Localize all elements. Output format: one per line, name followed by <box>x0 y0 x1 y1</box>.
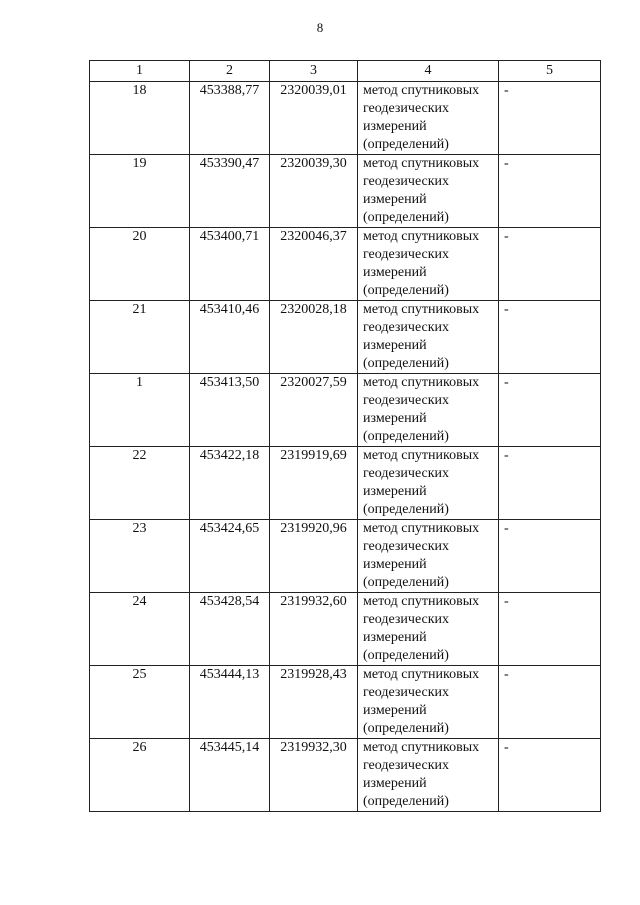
y-coordinate-cell: 2320027,59 <box>270 374 358 447</box>
y-coordinate-cell: 2319919,69 <box>270 447 358 520</box>
method-line: метод спутниковых <box>363 667 480 682</box>
column-header: 5 <box>499 61 601 82</box>
y-coordinate-cell: 2320039,30 <box>270 155 358 228</box>
method-line: измерений <box>363 630 427 645</box>
method-line: (определений) <box>363 283 449 298</box>
point-number-cell: 22 <box>90 447 190 520</box>
point-number-cell: 26 <box>90 739 190 812</box>
method-line: геодезических <box>363 466 450 481</box>
method-line: геодезических <box>363 539 450 554</box>
y-coordinate-cell: 2320028,18 <box>270 301 358 374</box>
table-row <box>90 520 601 593</box>
column-header: 1 <box>90 61 190 82</box>
note-cell: - <box>499 228 601 301</box>
method-cell <box>358 301 499 374</box>
table-row <box>90 593 601 666</box>
point-number-cell: 20 <box>90 228 190 301</box>
method-line: (определений) <box>363 648 449 663</box>
x-coordinate-cell: 453410,46 <box>190 301 270 374</box>
method-line: метод спутниковых <box>363 156 480 171</box>
method-line: геодезических <box>363 320 450 335</box>
table-row <box>90 82 601 155</box>
y-coordinate-cell: 2319928,43 <box>270 666 358 739</box>
method-line: (определений) <box>363 502 449 517</box>
note-cell: - <box>499 447 601 520</box>
point-number-cell: 24 <box>90 593 190 666</box>
method-line: метод спутниковых <box>363 594 480 609</box>
note-cell: - <box>499 155 601 228</box>
method-line: геодезических <box>363 393 450 408</box>
note-cell: - <box>499 301 601 374</box>
point-number-cell: 25 <box>90 666 190 739</box>
table-header-row <box>90 61 601 82</box>
table-row <box>90 301 601 374</box>
method-line: измерений <box>363 338 427 353</box>
method-line: метод спутниковых <box>363 521 480 536</box>
column-header: 2 <box>190 61 270 82</box>
method-line: геодезических <box>363 101 450 116</box>
method-line: (определений) <box>363 210 449 225</box>
y-coordinate-cell: 2320039,01 <box>270 82 358 155</box>
method-cell <box>358 739 499 812</box>
method-cell <box>358 374 499 447</box>
method-cell <box>358 447 499 520</box>
x-coordinate-cell: 453444,13 <box>190 666 270 739</box>
method-cell <box>358 520 499 593</box>
method-line: геодезических <box>363 685 450 700</box>
method-line: геодезических <box>363 174 450 189</box>
x-coordinate-cell: 453445,14 <box>190 739 270 812</box>
table-row <box>90 666 601 739</box>
note-cell: - <box>499 520 601 593</box>
method-cell <box>358 155 499 228</box>
method-line: (определений) <box>363 137 449 152</box>
method-line: (определений) <box>363 356 449 371</box>
method-line: измерений <box>363 484 427 499</box>
table-row <box>90 374 601 447</box>
method-line: (определений) <box>363 721 449 736</box>
note-cell: - <box>499 82 601 155</box>
x-coordinate-cell: 453413,50 <box>190 374 270 447</box>
note-cell: - <box>499 666 601 739</box>
method-line: метод спутниковых <box>363 83 480 98</box>
x-coordinate-cell: 453400,71 <box>190 228 270 301</box>
method-line: (определений) <box>363 794 449 809</box>
method-cell <box>358 666 499 739</box>
point-number-cell: 1 <box>90 374 190 447</box>
point-number-cell: 18 <box>90 82 190 155</box>
y-coordinate-cell: 2320046,37 <box>270 228 358 301</box>
method-line: измерений <box>363 265 427 280</box>
y-coordinate-cell: 2319932,30 <box>270 739 358 812</box>
x-coordinate-cell: 453428,54 <box>190 593 270 666</box>
note-cell: - <box>499 374 601 447</box>
column-header: 3 <box>270 61 358 82</box>
x-coordinate-cell: 453390,47 <box>190 155 270 228</box>
x-coordinate-cell: 453388,77 <box>190 82 270 155</box>
method-line: измерений <box>363 411 427 426</box>
note-cell: - <box>499 739 601 812</box>
column-header: 4 <box>358 61 499 82</box>
point-number-cell: 19 <box>90 155 190 228</box>
method-cell <box>358 593 499 666</box>
coordinates-table <box>89 60 601 812</box>
method-line: метод спутниковых <box>363 375 480 390</box>
method-line: (определений) <box>363 429 449 444</box>
method-cell <box>358 228 499 301</box>
method-line: метод спутниковых <box>363 229 480 244</box>
method-line: геодезических <box>363 247 450 262</box>
note-cell: - <box>499 593 601 666</box>
method-line: геодезических <box>363 758 450 773</box>
method-line: геодезических <box>363 612 450 627</box>
x-coordinate-cell: 453422,18 <box>190 447 270 520</box>
table-row <box>90 447 601 520</box>
method-line: метод спутниковых <box>363 302 480 317</box>
method-line: измерений <box>363 119 427 134</box>
method-line: измерений <box>363 703 427 718</box>
table-row <box>90 228 601 301</box>
method-line: измерений <box>363 776 427 791</box>
table-row <box>90 739 601 812</box>
method-line: метод спутниковых <box>363 740 480 755</box>
x-coordinate-cell: 453424,65 <box>190 520 270 593</box>
method-line: измерений <box>363 192 427 207</box>
method-line: (определений) <box>363 575 449 590</box>
method-cell <box>358 82 499 155</box>
point-number-cell: 21 <box>90 301 190 374</box>
y-coordinate-cell: 2319920,96 <box>270 520 358 593</box>
point-number-cell: 23 <box>90 520 190 593</box>
method-line: метод спутниковых <box>363 448 480 463</box>
y-coordinate-cell: 2319932,60 <box>270 593 358 666</box>
page-number: 8 <box>316 20 324 35</box>
table-row <box>90 155 601 228</box>
method-line: измерений <box>363 557 427 572</box>
